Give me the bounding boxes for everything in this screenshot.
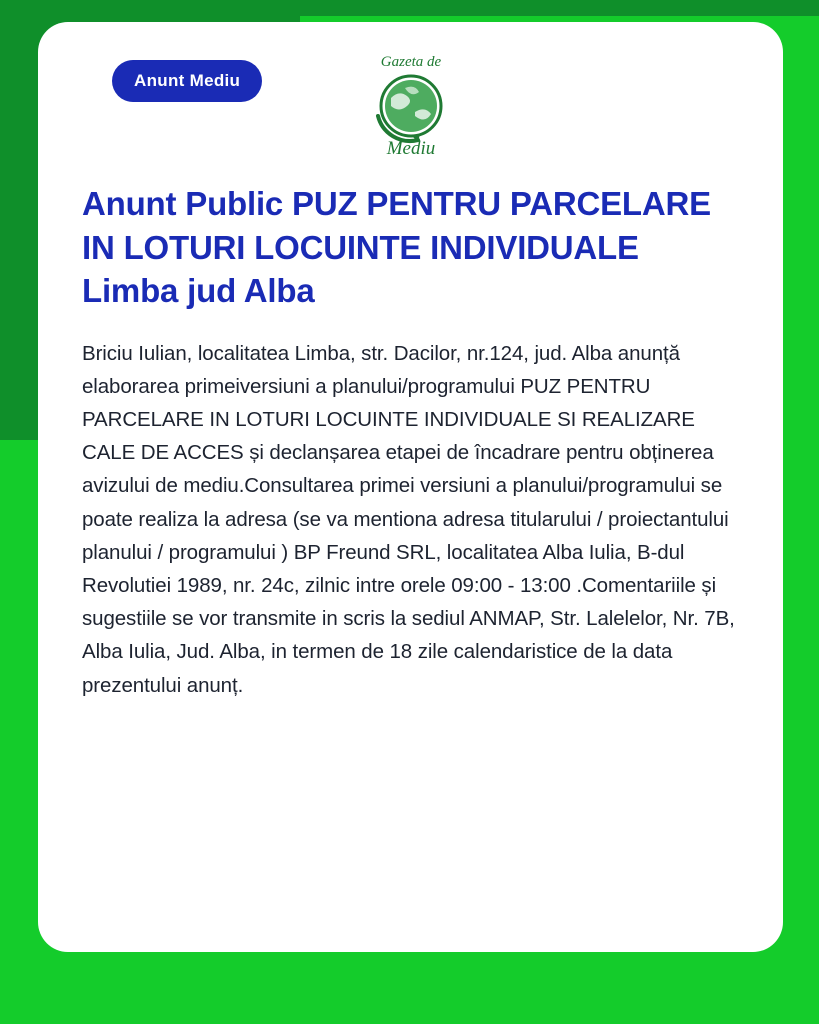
- page-title: Anunt Public PUZ PENTRU PARCELARE IN LOTURI LOCUINTE INDIVIDUALE Limba jud Alba: [82, 185, 711, 310]
- category-badge: Anunt Mediu: [112, 60, 262, 102]
- svg-text:Mediu: Mediu: [386, 138, 435, 159]
- gazeta-de-mediu-logo: [356, 48, 466, 160]
- announcement-body: Briciu Iulian, localitatea Limba, str. Dacilor, nr.124, jud. Alba anunță elaborarea primeiversiuni a planului/programului PUZ PENTRU PARCELARE IN LOTURI LOCUINTE INDIVIDUALE SI REALIZARE CALE DE ACCES și declanșarea etapei de încadrare pentru obținerea avizului de mediu.Consultarea primei versiuni a planului/programului se poate realiza la adresa (se va mentiona adresa titularului / proiectantului planului / programului ) BP Freund SRL, localitatea Alba Iulia, B-dul Revolutiei 1989, nr. 24c, zilnic intre orele 09:00 - 13:00 .Comentariile și sugestiile se vor transmite in scris la sediul ANMAP, Str. Lalelelor, Nr. 7B, Alba Iulia, Jud. Alba, in termen de 18 zile calendaristice de la data prezentului anunț.: [82, 341, 740, 697]
- announcement-card: [38, 22, 783, 952]
- svg-text:Gazeta de: Gazeta de: [380, 54, 441, 70]
- card-header: [82, 48, 739, 168]
